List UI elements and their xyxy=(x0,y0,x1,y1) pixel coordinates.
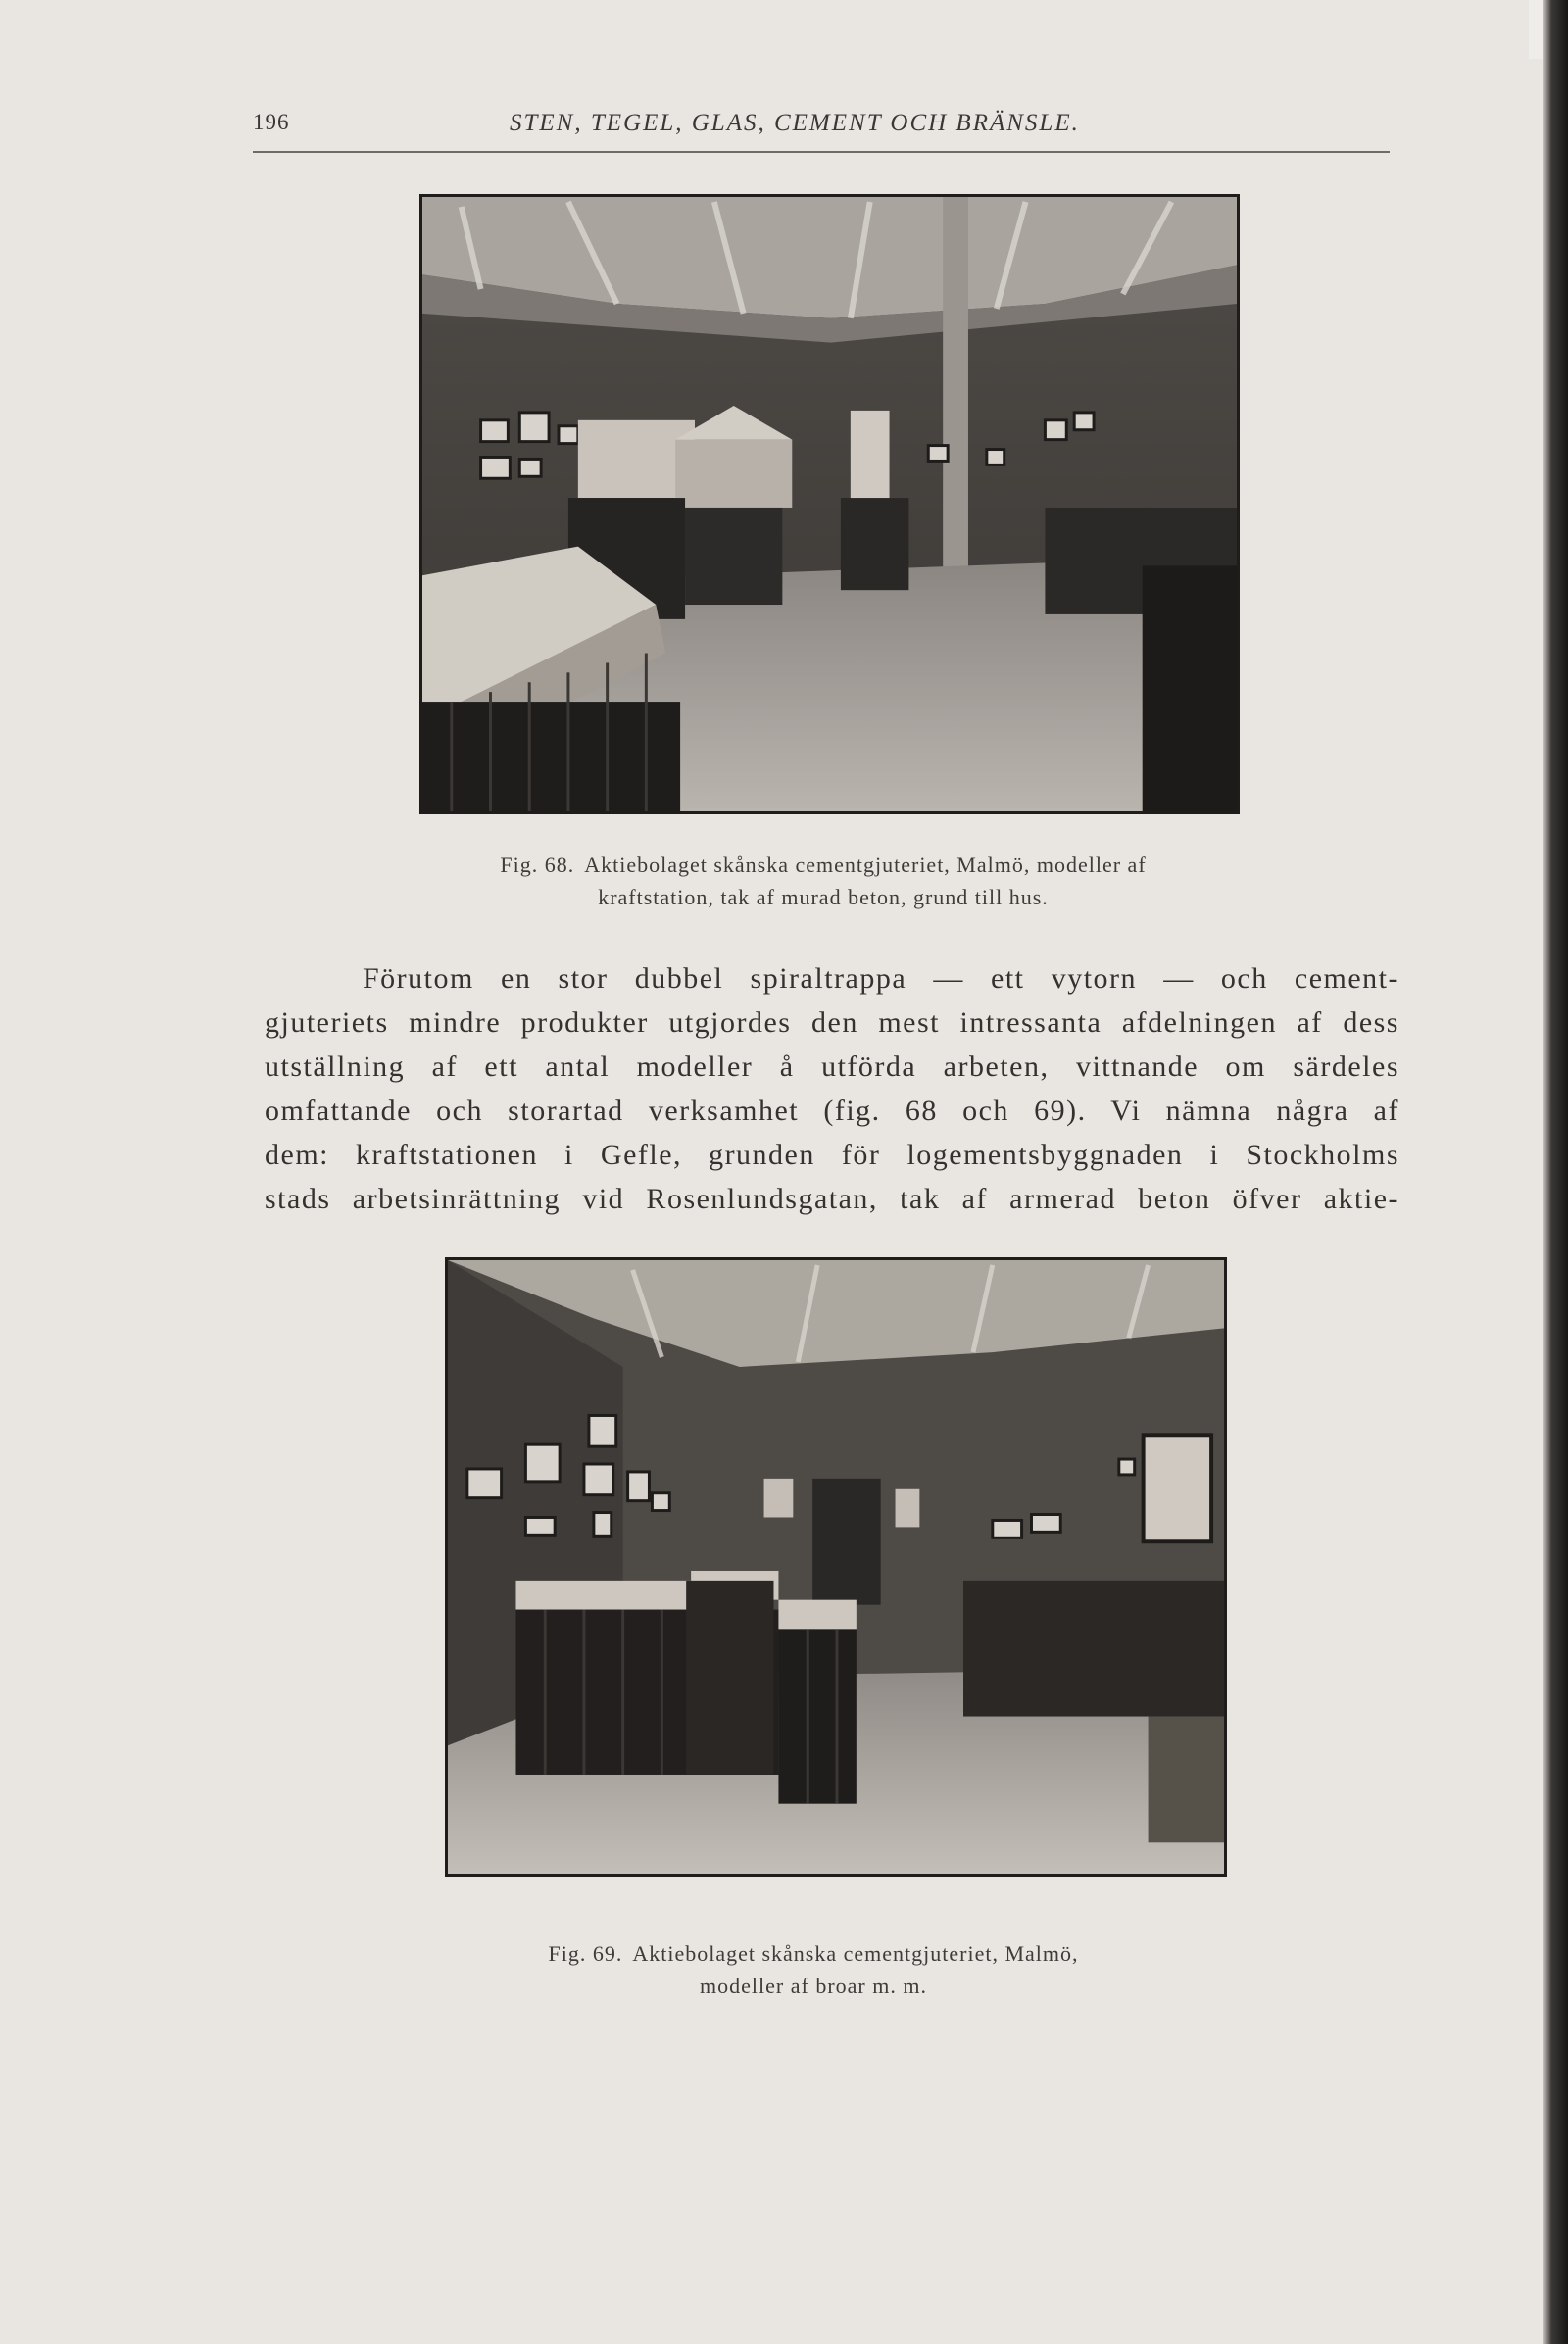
figure-label: Fig. 68. xyxy=(500,853,575,877)
caption-text: Aktiebolaget skånska cementgjuteriet, Malmö, modeller af xyxy=(584,853,1147,877)
header-rule xyxy=(253,151,1390,153)
text-line: omfattande och storartad verksamhet (fig. 68 och 69). Vi nämna några af xyxy=(265,1095,1399,1127)
caption-line: kraftstation, tak af murad beton, grund till hus. xyxy=(598,885,1049,909)
caption-text: Aktiebolaget skånska cementgjuteriet, Malmö, xyxy=(632,1941,1079,1966)
caption-line xyxy=(412,1937,1215,1970)
figure-label: Fig. 69. xyxy=(548,1941,623,1966)
text-line: stads arbetsinrättning vid Rosenlundsgatan, tak af armerad beton öfver aktie- xyxy=(265,1183,1399,1215)
text-line: utställning af ett antal modeller å utförda arbeten, vittnande om särdeles xyxy=(265,1050,1399,1083)
figure-69-caption xyxy=(412,1937,1215,2002)
text-line: dem: kraftstationen i Gefle, grunden för logementsbyggnaden i Stockholms xyxy=(265,1139,1399,1171)
body-paragraph xyxy=(265,956,1399,1221)
figure-68-photo xyxy=(419,194,1240,814)
running-title: STEN, TEGEL, GLAS, CEMENT OCH BRÄNSLE. xyxy=(510,110,1080,136)
figure-69-photo xyxy=(445,1257,1227,1877)
text-line: gjuteriets mindre produkter utgjordes den mest intressanta afdelningen af dess xyxy=(265,1006,1399,1039)
running-head xyxy=(253,110,1399,149)
figure-68-caption xyxy=(392,849,1254,913)
caption-line: modeller af broar m. m. xyxy=(700,1974,927,1998)
caption-line xyxy=(392,849,1254,881)
page-number: 196 xyxy=(253,110,290,134)
page-binding-edge xyxy=(1543,0,1568,2344)
text-line: Förutom en stor dubbel spiraltrappa — ett vytorn — och cement- xyxy=(363,962,1399,995)
